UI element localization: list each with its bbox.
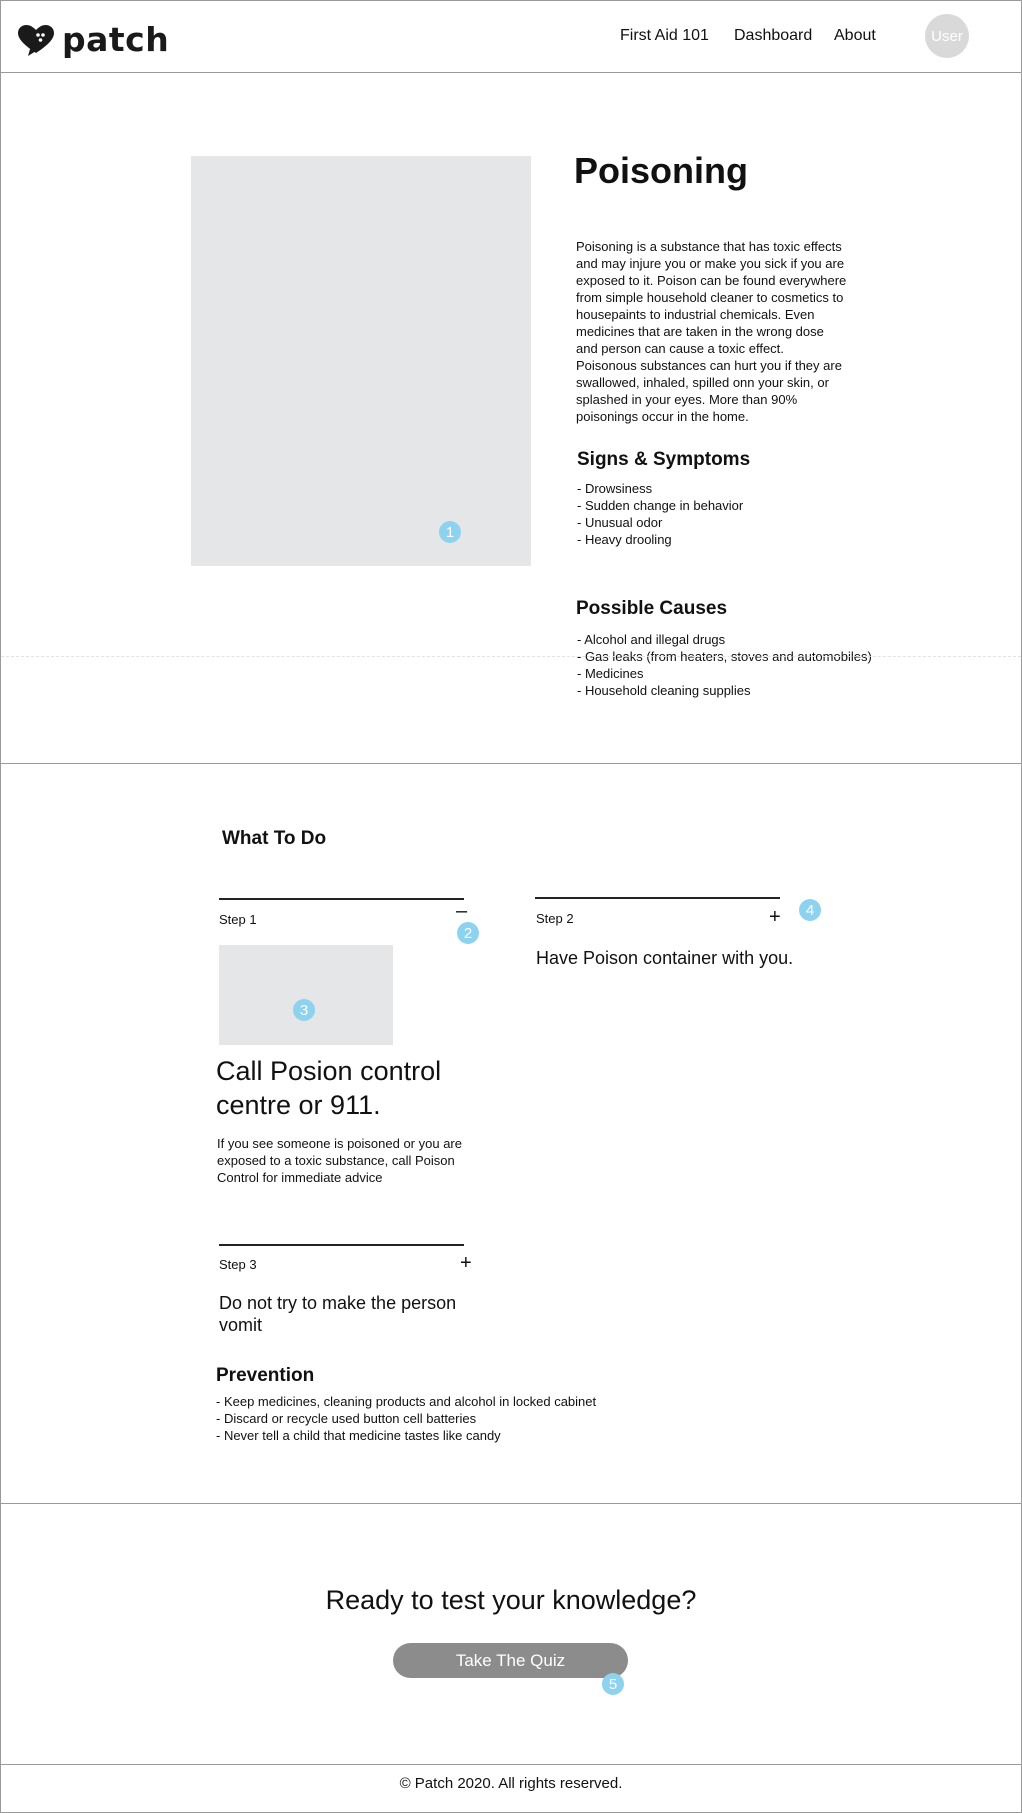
annotation-marker: 4 [799,899,821,921]
list-item: - Drowsiness [577,481,653,496]
prevention-list [216,1393,596,1444]
signs-heading: Signs & Symptoms [577,449,751,470]
step2-expand-toggle[interactable]: + [769,906,781,928]
step1-text: If you see someone is poisoned or you are exposed to a toxic substance, call Poison Control for immediate advice [217,1136,462,1185]
nav-first-aid[interactable]: First Aid 101 [620,27,709,44]
list-item: - Household cleaning supplies [577,683,751,698]
step1-title: Call Posion control centre or 911. [216,1056,442,1120]
what-to-do-heading: What To Do [222,828,327,849]
heart-chat-logo-icon [16,23,56,57]
list-item: - Keep medicines, cleaning products and alcohol in locked cabinet [216,1394,597,1409]
annotation-marker: 5 [602,1673,624,1695]
annotation-marker: 2 [457,922,479,944]
step3-rule [219,1244,464,1246]
prevention-heading: Prevention [216,1365,315,1386]
section-divider [1,1503,1021,1504]
nav-dashboard[interactable]: Dashboard [734,27,813,44]
signs-list [577,480,743,548]
list-item: - Sudden change in behavior [577,498,744,513]
step1-rule [219,898,464,900]
list-item: - Alcohol and illegal drugs [577,632,726,647]
section-divider [1,763,1021,764]
step2-rule [535,897,780,899]
step3-label: Step 3 [219,1257,257,1272]
list-item: - Medicines [577,666,644,681]
list-item: - Discard or recycle used button cell batteries [216,1411,477,1426]
list-item: - Never tell a child that medicine tastes like candy [216,1428,501,1443]
hero-image-placeholder [191,156,531,566]
step3-expand-toggle[interactable]: + [460,1252,472,1274]
annotation-marker: 1 [439,521,461,543]
take-quiz-button[interactable]: Take The Quiz [393,1643,628,1678]
nav-about[interactable]: About [834,27,876,44]
list-item: - Heavy drooling [577,532,672,547]
user-avatar[interactable]: User [925,14,969,58]
footer-copyright: © Patch 2020. All rights reserved. [399,1775,623,1792]
step3-text: Do not try to make the person vomit [219,1293,457,1335]
logo[interactable] [16,20,169,59]
header-divider [1,72,1021,73]
causes-heading: Possible Causes [576,598,728,619]
quiz-prompt: Ready to test your knowledge? [325,1585,697,1615]
step2-label: Step 2 [536,911,574,926]
annotation-marker: 3 [293,999,315,1021]
list-item: - Unusual odor [577,515,663,530]
step1-image-placeholder [219,945,393,1045]
footer-divider [1,1764,1021,1765]
causes-list [577,631,872,699]
list-item: - Gas leaks (from heaters, stoves and automobiles) [577,649,872,664]
step2-text: Have Poison container with you. [536,948,794,968]
logo-text: patch [62,20,170,59]
step1-label: Step 1 [219,912,257,927]
step1-collapse-toggle[interactable]: – [456,900,468,922]
description-text: Poisoning is a substance that has toxic effects and may injure you or make you sick if you are exposed to it. Poison can be found everywhere from simple household cleaner to cosmetics to housepaints to industrial chemicals. Even medicines that are taken in the wrong dose and person can cause a toxic effect. Poisonous substances can hurt you if they are swallowed, inhaled, spilled onn your skin, or splashed in your eyes. More than 90% poisonings occur in the home. [576,239,847,424]
fold-guide-line [1,656,1021,657]
page-title: Poisoning [574,150,748,191]
